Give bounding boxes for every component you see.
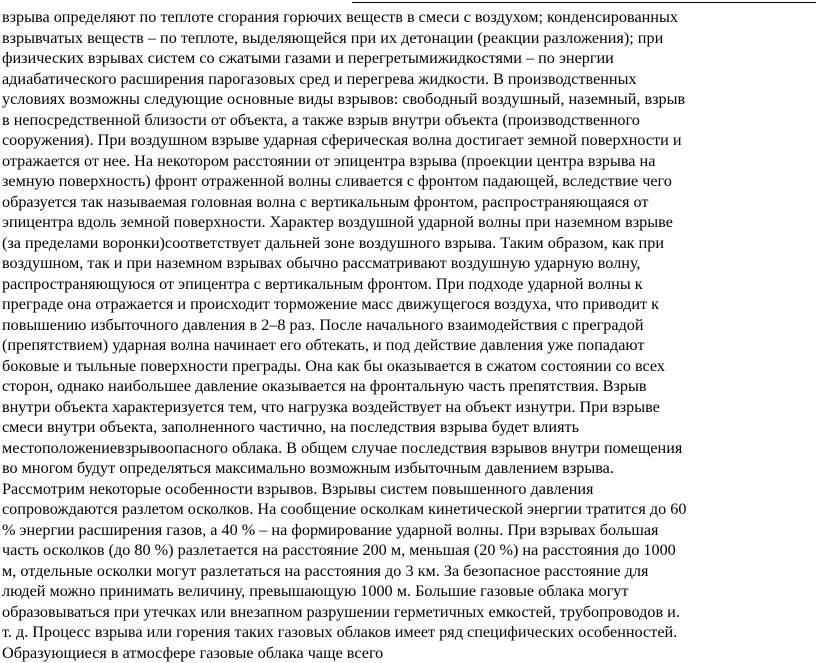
text-line: местоположениевзрывоопасного облака. В общем случае последствия взрывов внутри помещения bbox=[0, 438, 812, 459]
text-line: внутри объекта характеризуется тем, что нагрузка воздействует на объект изнутри. При взрыве bbox=[0, 397, 812, 418]
text-line: в непосредственной близости от объекта, а также взрыв внутри объекта (производственного bbox=[0, 110, 812, 131]
text-line: воздушном, так и при наземном взрывах обычно рассматривают воздушную ударную волну, bbox=[0, 253, 812, 274]
text-line: эпицентра вдоль земной поверхности. Характер воздушной ударной волны при наземном взрыве bbox=[0, 212, 812, 233]
text-line: взрыва определяют по теплоте сгорания горючих веществ в смеси с воздухом; конденсированных bbox=[0, 7, 812, 28]
text-line: взрывчатых веществ – по теплоте, выделяющейся при их детонации (реакции разложения); при bbox=[0, 28, 812, 49]
text-line: сооружения). При воздушном взрыве ударная сферическая волна достигает земной поверхности и bbox=[0, 130, 812, 151]
text-line: % энергии расширения газов, а 40 % – на формирование ударной волны. При взрывах большая bbox=[0, 520, 812, 541]
text-line: преграде она отражается и происходит торможение масс движущегося воздуха, что приводит к bbox=[0, 294, 812, 315]
text-line: сопровождаются разлетом осколков. На сообщение осколкам кинетической энергии тратится до 60 bbox=[0, 499, 812, 520]
text-line: часть осколков (до 80 %) разлетается на расстояние 200 м, меньшая (20 %) на расстояния до 1000 bbox=[0, 540, 812, 561]
text-line: Рассмотрим некоторые особенности взрывов. Взрывы систем повышенного давления bbox=[0, 479, 812, 500]
document-text-body bbox=[0, 7, 816, 663]
text-line: адиабатического расширения парогазовых сред и перегрева жидкости. В производственных bbox=[0, 69, 812, 90]
text-line: (за пределами воронки)соответствует дальней зоне воздушного взрыва. Таким образом, как при bbox=[0, 233, 812, 254]
text-line: м, отдельные осколки могут разлетаться на расстояния до 3 км. За безопасное расстояние для bbox=[0, 561, 812, 582]
text-line: физических взрывах систем со сжатыми газами и перегретымижидкостями – по энергии bbox=[0, 48, 812, 69]
text-line: людей можно принимать величину, превышающую 1000 м. Большие газовые облака могут bbox=[0, 581, 812, 602]
text-line: боковые и тыльные поверхности преграды. Она как бы оказывается в сжатом состоянии со всех bbox=[0, 356, 812, 377]
text-line: сторон, однако наибольшее давление оказывается на фронтальную часть препятствия. Взрыв bbox=[0, 376, 812, 397]
text-line: во многом будут определяться максимально возможным избыточным давлением взрыва. bbox=[0, 458, 812, 479]
text-line: отражается от нее. На некотором расстоянии от эпицентра взрыва (проекции центра взрыва на bbox=[0, 151, 812, 172]
text-line: (препятствием) ударная волна начинает его обтекать, и под действие давления уже попадают bbox=[0, 335, 812, 356]
text-line: распространяющуюся от эпицентра с вертикальным фронтом. При подходе ударной волны к bbox=[0, 274, 812, 295]
text-line: смеси внутри объекта, заполненного частично, на последствия взрыва будет влиять bbox=[0, 417, 812, 438]
text-line: т. д. Процесс взрыва или горения таких газовых облаков имеет ряд специфических особенностей. bbox=[0, 622, 812, 643]
text-line: образуется так называемая головная волна с вертикальным фронтом, распространяющаяся от bbox=[0, 192, 812, 213]
text-line: земную поверхность) фронт отраженной волны сливается с фронтом падающей, вследствие чего bbox=[0, 171, 812, 192]
text-line: условиях возможны следующие основные виды взрывов: свободный воздушный, наземный, взрыв bbox=[0, 89, 812, 110]
text-line: Образующиеся в атмосфере газовые облака чаще всего bbox=[0, 643, 812, 663]
top-divider-line bbox=[352, 2, 816, 3]
text-line: образовываться при утечках или внезапном разрушении герметичных емкостей, трубопроводов и. bbox=[0, 602, 812, 623]
text-line: повышению избыточного давления в 2–8 раз. После начального взаимодействия с преградой bbox=[0, 315, 812, 336]
